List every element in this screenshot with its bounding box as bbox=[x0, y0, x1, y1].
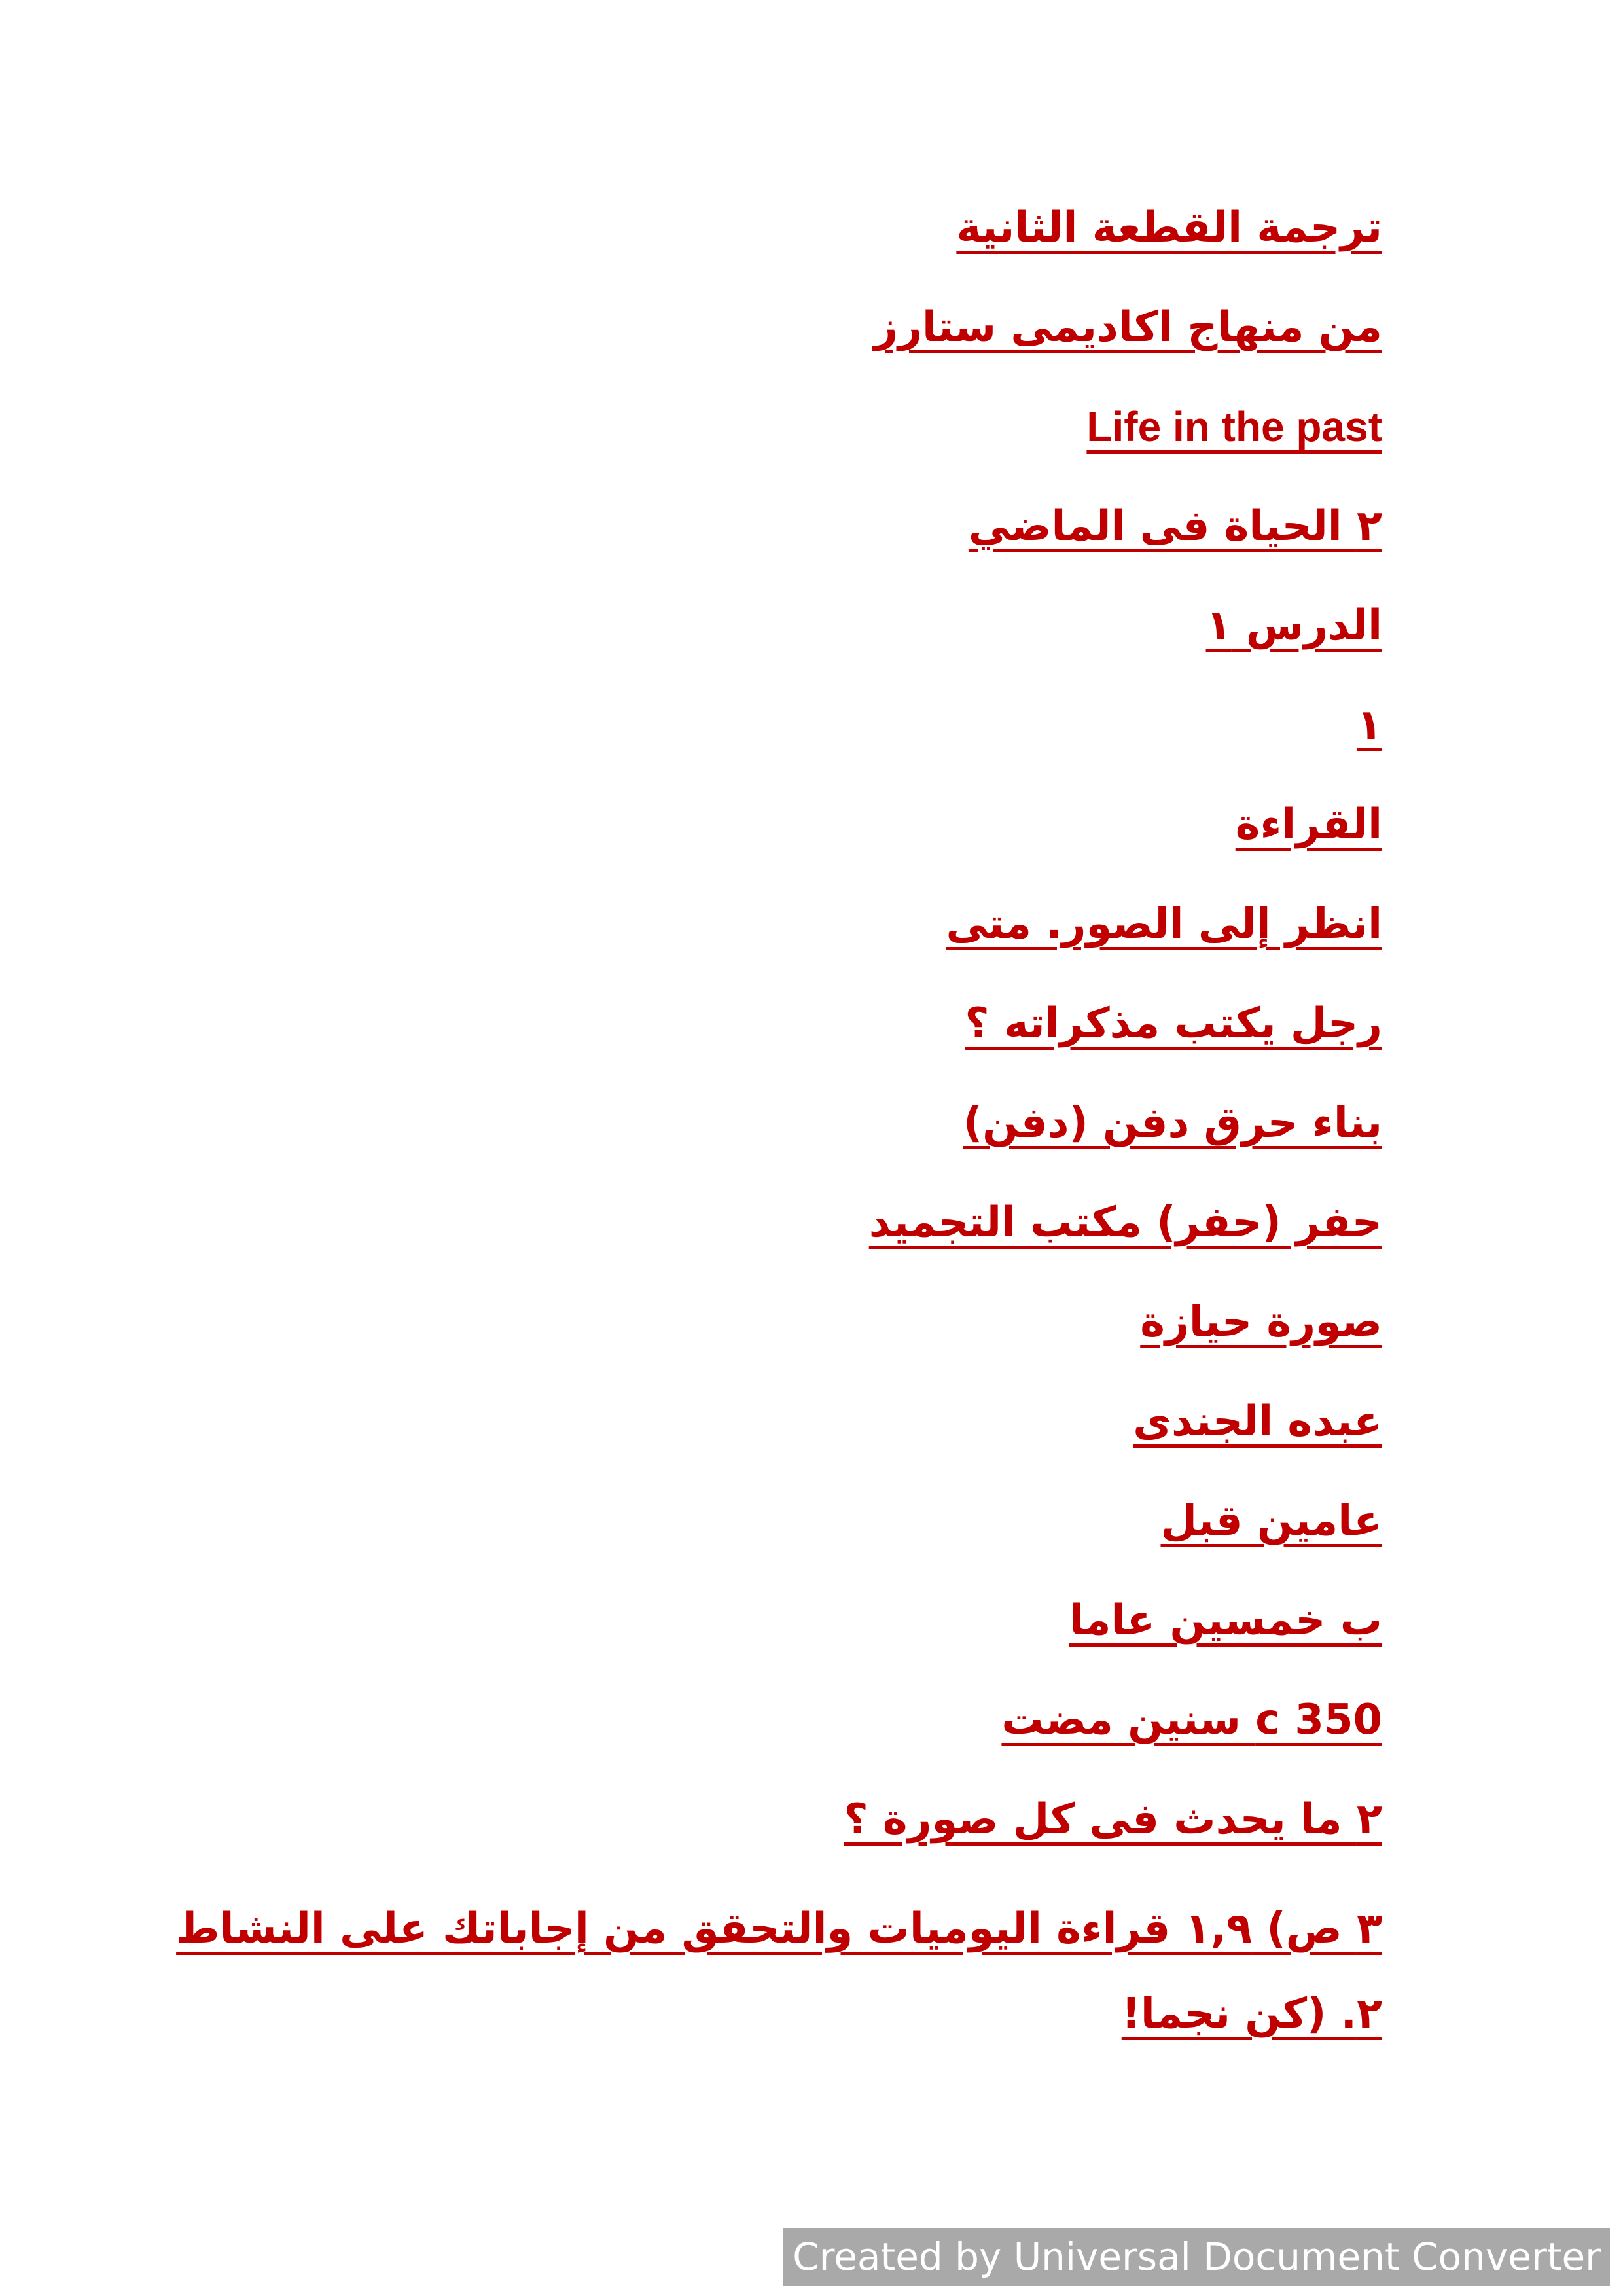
text-line: عامين قبل bbox=[1160, 1497, 1382, 1545]
reading-line: القراءة bbox=[1235, 800, 1382, 849]
lesson-line: الدرس ١ bbox=[1205, 601, 1382, 650]
unit-title-line: ٢ الحياة فى الماضي bbox=[968, 502, 1382, 550]
title-line: ترجمة القطعة الثانية bbox=[956, 204, 1382, 252]
number-line: ١ bbox=[1356, 701, 1382, 749]
text-line: حفر (حفر) مكتب التجميد bbox=[868, 1198, 1382, 1247]
converter-watermark: Created by Universal Document Converter bbox=[783, 2228, 1610, 2286]
english-title-line: Life in the past bbox=[1086, 403, 1382, 450]
source-line: من منهاج اكاديمى ستارز bbox=[874, 303, 1382, 351]
text-line: انظر إلى الصور. متى bbox=[946, 900, 1382, 948]
document-body bbox=[139, 195, 1382, 2090]
question-line: ٢ ما يحدث فى كل صورة ؟ bbox=[844, 1795, 1382, 1844]
text-line: c 350 سنين مضت bbox=[1001, 1696, 1382, 1744]
instruction-line: ٣ ص) ١,٩ قراءة اليوميات والتحقق من إجاباتك على النشاط ٢. (كن نجما! bbox=[176, 1905, 1382, 2038]
text-line: بناء حرق دفن (دفن) bbox=[963, 1099, 1382, 1147]
text-line: صورة حيازة bbox=[1140, 1298, 1382, 1346]
text-line: رجل يكتب مذكراته ؟ bbox=[965, 999, 1382, 1048]
text-line: ب خمسين عاما bbox=[1069, 1596, 1382, 1645]
text-line: عبده الجندى bbox=[1133, 1397, 1382, 1446]
